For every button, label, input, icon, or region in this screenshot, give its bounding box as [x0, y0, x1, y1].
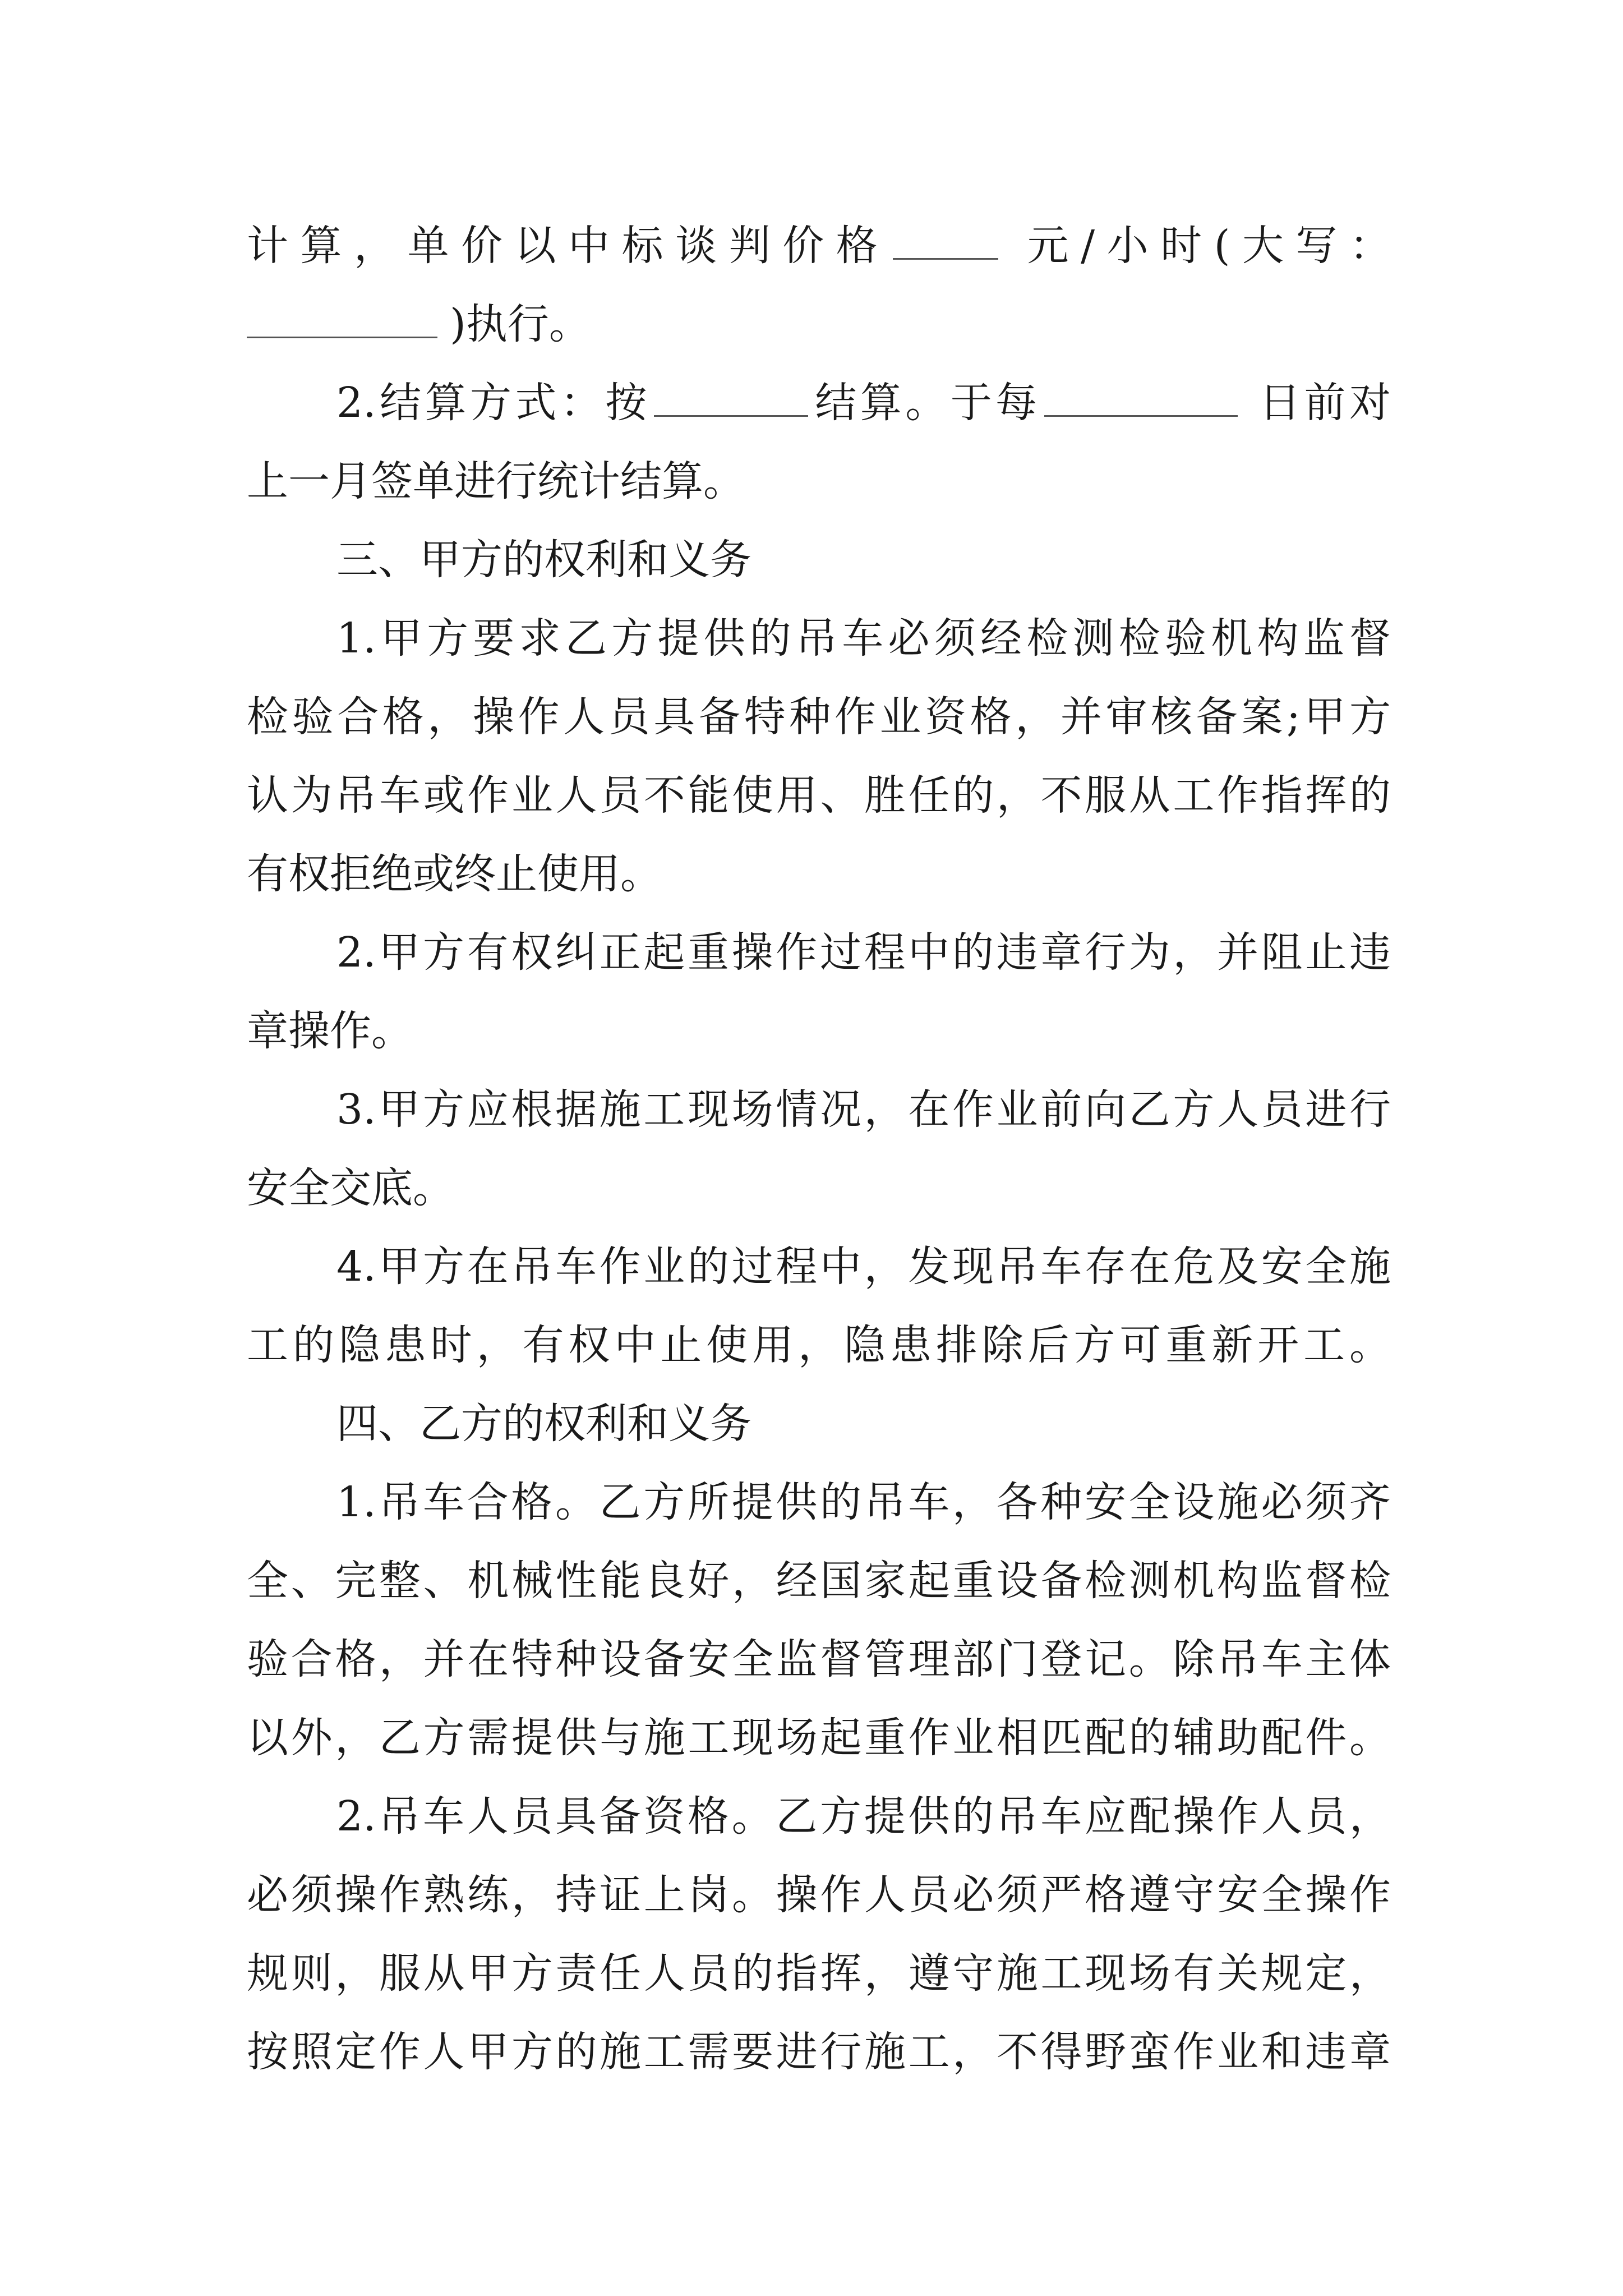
- text-line: 检验合格，操作人员具备特种作业资格，并审核备案;甲方: [247, 693, 1391, 741]
- text-line: 认为吊车或作业人员不能使用、胜任的，不服从工作指挥的: [247, 771, 1391, 820]
- text-line: 全、完整、机械性能良好，经国家起重设备检测机构监督检: [247, 1557, 1391, 1605]
- text-segment: 2.结算方式：按: [336, 379, 651, 427]
- section-heading-party-a: 三、甲方的权利和义务: [336, 536, 751, 584]
- text-line: [247, 285, 1391, 364]
- text-segment: 日前对: [1255, 379, 1391, 427]
- text-line: 以外，乙方需提供与施工现场起重作业相匹配的辅助配件。: [247, 1714, 1391, 1762]
- fill-blank-settlement-basis: [654, 371, 808, 417]
- text-line: 1.吊车合格。乙方所提供的吊车，各种安全设施必须齐: [336, 1478, 1391, 1526]
- text-line: 1.甲方要求乙方提供的吊车必须经检测检验机构监督: [336, 614, 1391, 662]
- fill-blank-settlement-day: [1044, 371, 1238, 417]
- text-line: 必须操作熟练，持证上岗。操作人员必须严格遵守安全操作: [247, 1871, 1391, 1919]
- text-line: 2.吊车人员具备资格。乙方提供的吊车应配操作人员，: [336, 1792, 1391, 1841]
- text-line: 工的隐患时，有权中止使用，隐患排除后方可重新开工。: [247, 1321, 1391, 1369]
- text-line: 有权拒绝或终止使用。: [247, 850, 662, 898]
- fill-blank-price-in-words: [247, 293, 437, 338]
- text-line: 章操作。: [247, 1007, 413, 1055]
- text-line: 验合格，并在特种设备安全监督管理部门登记。除吊车主体: [247, 1635, 1391, 1683]
- text-segment: 计算，单价以中标谈判价格: [247, 222, 890, 270]
- text-line: 上一月签单进行统计结算。: [247, 457, 745, 505]
- text-segment: 结算。于每: [811, 379, 1041, 427]
- text-line: [247, 206, 1391, 285]
- text-line: 规则，服从甲方责任人员的指挥，遵守施工现场有关规定，: [247, 1949, 1391, 1998]
- text-line: 3.甲方应根据施工现场情况，在作业前向乙方人员进行: [336, 1085, 1391, 1134]
- text-segment: )执行。: [450, 300, 591, 348]
- text-line: [247, 364, 1391, 442]
- fill-blank-unit-price: [893, 214, 998, 260]
- text-segment: 元/小时(大写：: [1015, 222, 1391, 270]
- section-heading-party-b: 四、乙方的权利和义务: [336, 1400, 751, 1448]
- text-line: 按照定作人甲方的施工需要进行施工，不得野蛮作业和违章: [247, 2028, 1391, 2076]
- text-line: 安全交底。: [247, 1164, 454, 1212]
- text-line: 4.甲方在吊车作业的过程中，发现吊车存在危及安全施: [336, 1243, 1391, 1291]
- document-body: [247, 206, 1391, 2091]
- text-line: 2.甲方有权纠正起重操作过程中的违章行为，并阻止违: [336, 928, 1391, 977]
